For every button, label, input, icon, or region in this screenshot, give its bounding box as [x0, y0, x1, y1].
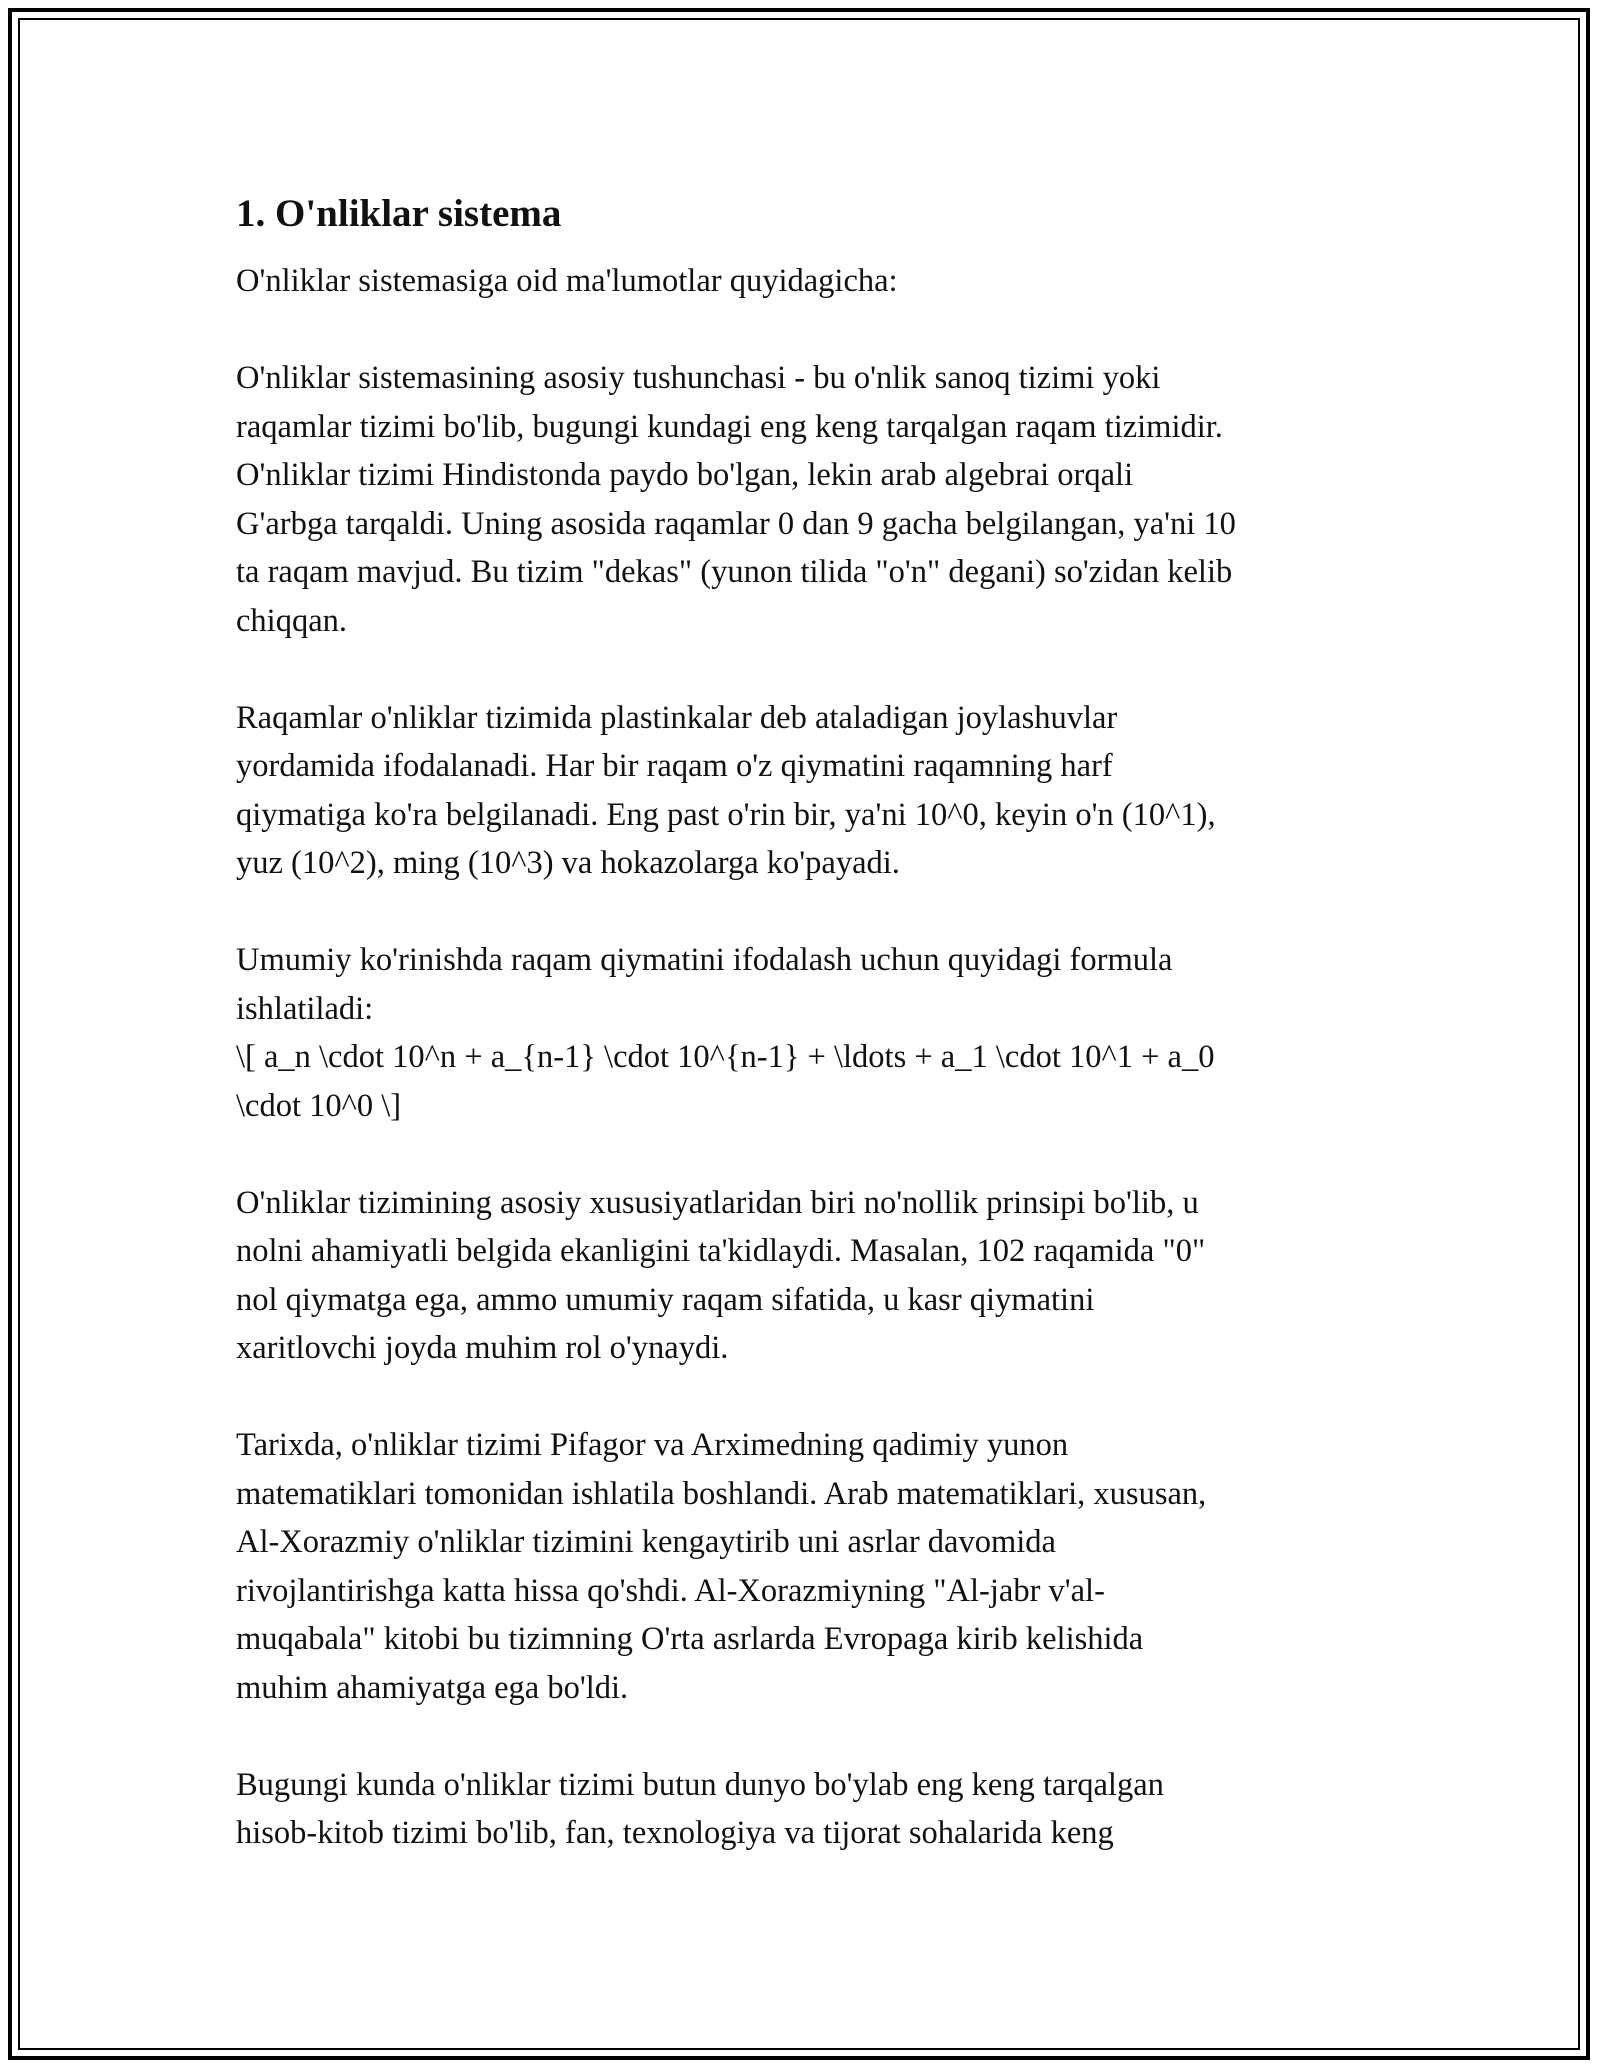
paragraph-line: muqabala" kitobi bu tizimning O'rta asrlarda Evropaga kirib kelishida	[236, 1621, 1144, 1657]
paragraph-line: nolni ahamiyatli belgida ekanligini ta'kidlaydi. Masalan, 102 raqamida "0"	[236, 1233, 1206, 1269]
paragraph-line: xaritlovchi joyda muhim rol o'ynaydi.	[236, 1330, 729, 1366]
paragraph-definition	[236, 354, 1376, 645]
paragraph-positions	[236, 694, 1376, 888]
paragraph-line: O'nliklar sistemasining asosiy tushunchasi - bu o'nlik sanoq tizimi yoki	[236, 360, 1161, 396]
section-heading: 1. O'nliklar sistema	[236, 192, 562, 235]
paragraph-line: Bugungi kunda o'nliklar tizimi butun dunyo bo'ylab eng keng tarqalgan	[236, 1766, 1164, 1803]
paragraph-line: chiqqan.	[236, 602, 348, 639]
paragraph-history	[236, 1421, 1376, 1712]
paragraph-line: G'arbga tarqaldi. Uning asosida raqamlar 0 dan 9 gacha belgilangan, ya'ni 10	[236, 505, 1236, 542]
paragraph-line: Al-Xorazmiy o'nliklar tizimini kengaytirib uni asrlar davomida	[236, 1524, 1056, 1560]
paragraph-line: ishlatiladi:	[236, 990, 374, 1027]
paragraph-line: raqamlar tizimi bo'lib, bugungi kundagi eng keng tarqalgan raqam tizimidir.	[236, 408, 1223, 445]
paragraph-line: hisob-kitob tizimi bo'lib, fan, texnologiya va tijorat sohalarida keng	[236, 1815, 1114, 1851]
paragraph-intro	[236, 257, 1376, 306]
formula-line: \[ a_n \cdot 10^n + a_{n-1} \cdot 10^{n-1} + \ldots + a_1 \cdot 10^1 + a_0	[236, 1039, 1215, 1075]
paragraph-line: matematiklari tomonidan ishlatila boshlandi. Arab matematiklari, xususan,	[236, 1475, 1207, 1512]
paragraph-formula	[236, 936, 1376, 1130]
paragraph-line: O'nliklar tizimining asosiy xususiyatlaridan biri no'nollik prinsipi bo'lib, u	[236, 1184, 1199, 1221]
paragraph-line: ta raqam mavjud. Bu tizim "dekas" (yunon tilida "o'n" degani) so'zidan kelib	[236, 554, 1233, 590]
paragraph-today	[236, 1761, 1376, 1858]
paragraph-zero-principle	[236, 1179, 1376, 1373]
paragraph-line: nol qiymatga ega, ammo umumiy raqam sifatida, u kasr qiymatini	[236, 1281, 1095, 1318]
formula-line: \cdot 10^0 \]	[236, 1087, 402, 1124]
paragraph-line: Raqamlar o'nliklar tizimida plastinkalar deb ataladigan joylashuvlar	[236, 699, 1118, 736]
paragraph-line: Tarixda, o'nliklar tizimi Pifagor va Arximedning qadimiy yunon	[236, 1427, 1069, 1463]
paragraph-line: qiymatiga ko'ra belgilanadi. Eng past o'rin bir, ya'ni 10^0, keyin o'n (10^1),	[236, 796, 1216, 833]
paragraph-line: yuz (10^2), ming (10^3) va hokazolarga ko'payadi.	[236, 845, 900, 881]
document-body	[236, 185, 1376, 1906]
paragraph-line: rivojlantirishga katta hissa qo'shdi. Al-Xorazmiyning "Al-jabr v'al-	[236, 1572, 1105, 1609]
paragraph-line: muhim ahamiyatga ega bo'ldi.	[236, 1669, 629, 1706]
paragraph-line: O'nliklar sistemasiga oid ma'lumotlar quyidagicha:	[236, 263, 898, 299]
paragraph-line: O'nliklar tizimi Hindistonda paydo bo'lgan, lekin arab algebrai orqali	[236, 457, 1134, 493]
paragraph-line: Umumiy ko'rinishda raqam qiymatini ifodalash uchun quyidagi formula	[236, 942, 1173, 978]
paragraph-line: yordamida ifodalanadi. Har bir raqam o'z qiymatini raqamning harf	[236, 748, 1113, 784]
